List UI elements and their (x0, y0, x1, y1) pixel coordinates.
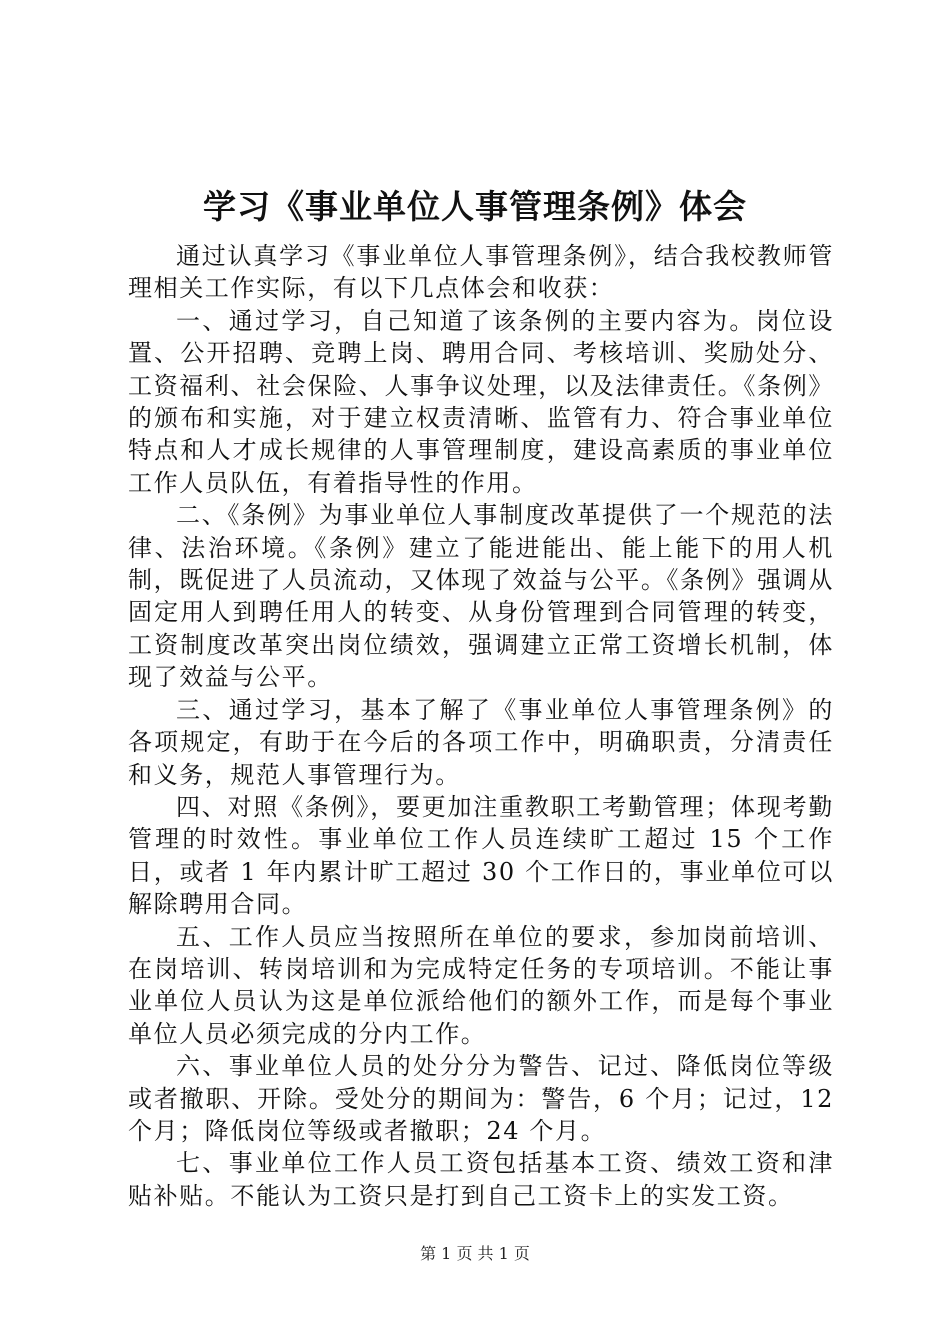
paragraph-5: 五、工作人员应当按照所在单位的要求，参加岗前培训、在岗培训、转岗培训和为完成特定任务的专项培训。不能让事业单位人员认为这是单位派给他们的额外工作，而是每个事业单位人员必须完成的分内工作。 (128, 922, 834, 1048)
paragraph-3: 三、通过学习，基本了解了《事业单位人事管理条例》的各项规定，有助于在今后的各项工作中，明确职责，分清责任和义务，规范人事管理行为。 (128, 695, 834, 789)
page-footer: 第 1 页 共 1 页 (420, 1244, 530, 1263)
paragraph-4: 四、对照《条例》，要更加注重教职工考勤管理；体现考勤管理的时效性。事业单位工作人员连续旷工超过 15 个工作日，或者 1 年内累计旷工超过 30 个工作日的，事业单位可以解除聘用合同。 (128, 792, 834, 919)
paragraph-intro: 通过认真学习《事业单位人事管理条例》，结合我校教师管理相关工作实际，有以下几点体会和收获： (128, 242, 834, 303)
paragraph-7: 七、事业单位工作人员工资包括基本工资、绩效工资和津贴补贴。不能认为工资只是打到自己工资卡上的实发工资。 (128, 1149, 834, 1210)
paragraph-6: 六、事业单位人员的处分分为警告、记过、降低岗位等级或者撤职、开除。受处分的期间为：警告，6 个月；记过，12 个月；降低岗位等级或者撤职；24 个月。 (128, 1052, 834, 1145)
paragraph-2: 二、《条例》为事业单位人事制度改革提供了一个规范的法律、法治环境。《条例》建立了能进能出、能上能下的用人机制，既促进了人员流动，又体现了效益与公平。《条例》强调从固定用人到聘任用人的转变、从身份管理到合同管理的转变，工资制度改革突出岗位绩效，强调建立正常工资增长机制，体现了效益与公平。 (128, 501, 834, 692)
document-body (128, 240, 834, 1212)
paragraph-1: 一、通过学习，自己知道了该条例的主要内容为。岗位设置、公开招聘、竞聘上岗、聘用合同、考核培训、奖励处分、工资福利、社会保险、人事争议处理，以及法律责任。《条例》的颁布和实施，对于建立权责清晰、监管有力、符合事业单位特点和人才成长规律的人事管理制度，建设高素质的事业单位工作人员队伍，有着指导性的作用。 (128, 306, 834, 497)
document-title: 学习《事业单位人事管理条例》体会 (203, 187, 747, 226)
